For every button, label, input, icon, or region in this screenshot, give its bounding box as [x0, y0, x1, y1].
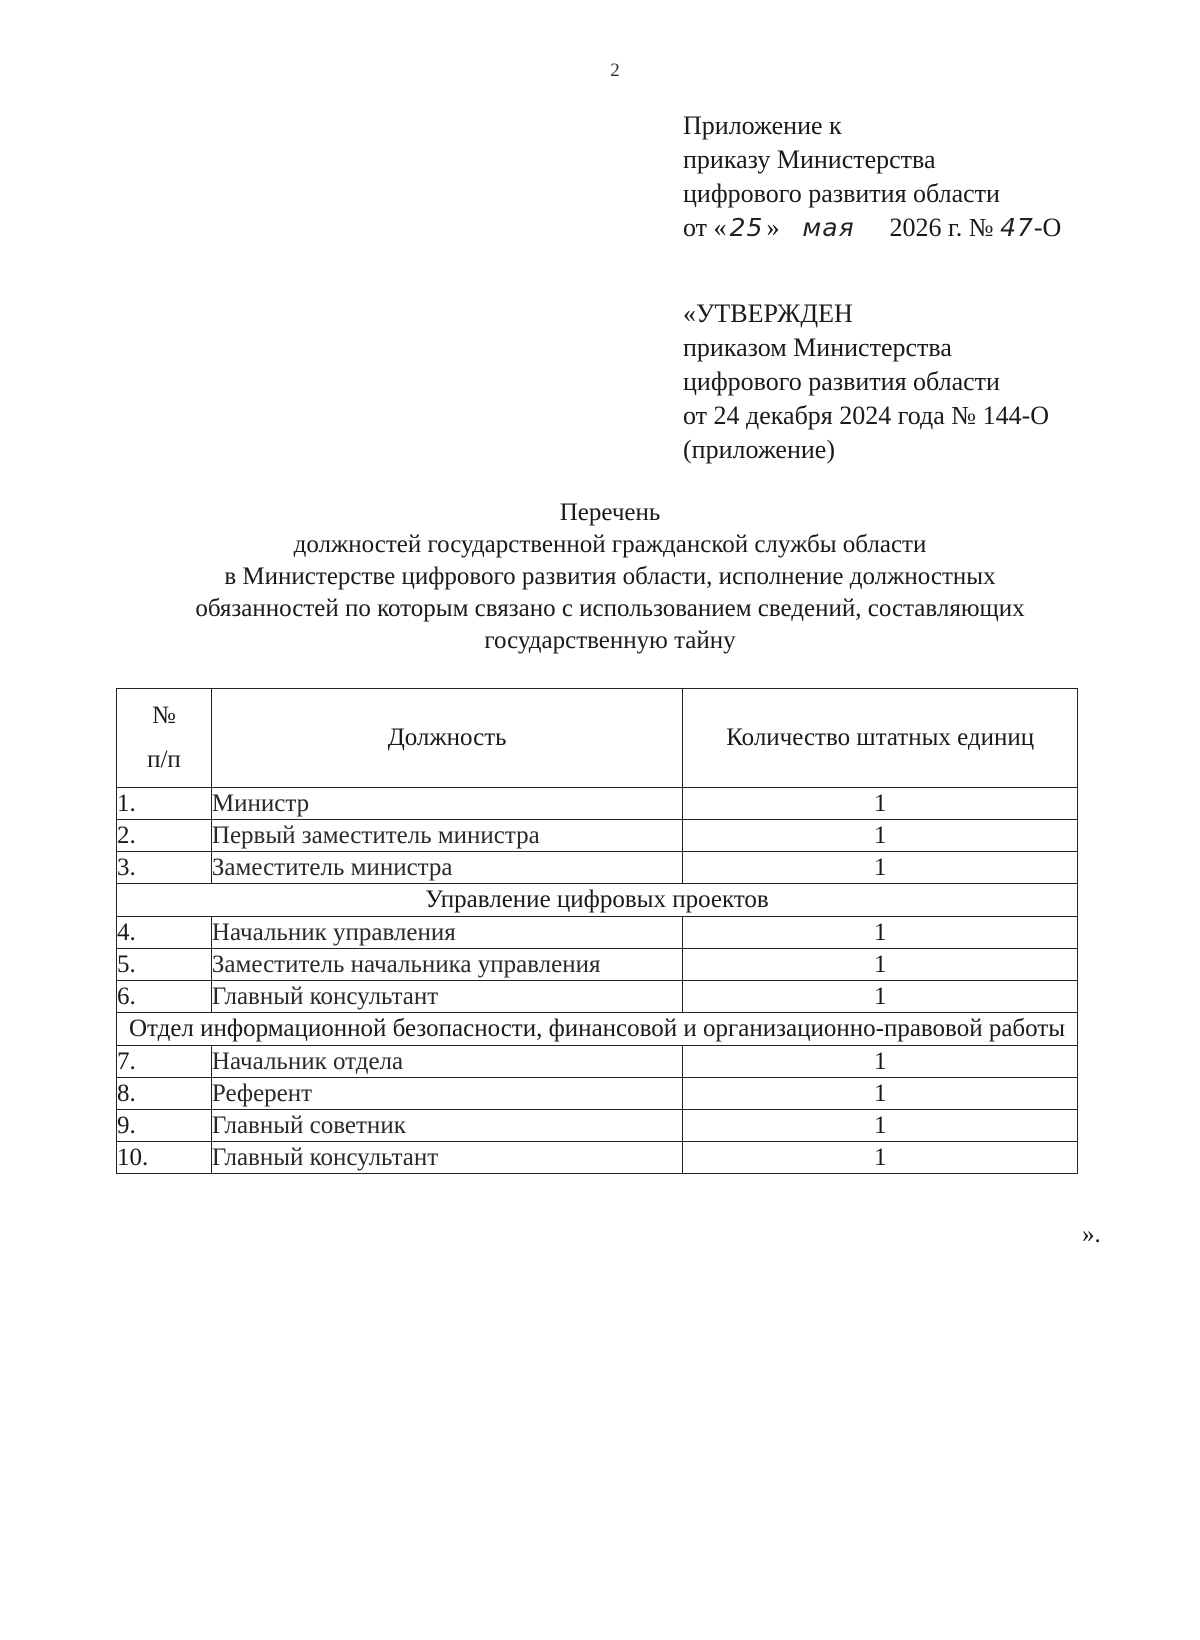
table-row — [117, 1046, 1078, 1078]
row-count: 1 — [683, 1078, 1078, 1110]
date-year: 2026 г. № — [889, 213, 994, 242]
table-row — [117, 1078, 1078, 1110]
appendix-line: Приложение к — [683, 111, 842, 140]
table-row — [117, 917, 1078, 949]
section-row — [117, 1013, 1078, 1046]
appendix-line: цифрового развития области — [683, 179, 1000, 208]
row-count: 1 — [683, 917, 1078, 949]
table-row — [117, 1110, 1078, 1142]
row-position: Начальник управления — [211, 917, 682, 949]
row-number: 10. — [117, 1142, 212, 1174]
title-line: в Министерстве цифрового развития области, исполнение должностных — [224, 563, 996, 590]
row-number: 9. — [117, 1110, 212, 1142]
row-position: Референт — [211, 1078, 682, 1110]
row-position: Главный советник — [211, 1110, 682, 1142]
appendix-header — [683, 109, 1061, 245]
date-mid: » — [766, 213, 780, 242]
handwritten-month: мая — [802, 213, 855, 242]
row-number: 2. — [117, 820, 212, 852]
date-prefix: от « — [683, 213, 727, 242]
row-number: 3. — [117, 852, 212, 884]
table-row — [117, 852, 1078, 884]
row-position: Главный консультант — [211, 981, 682, 1013]
header-count: Количество штатных единиц — [683, 689, 1078, 788]
table-row — [117, 820, 1078, 852]
row-count: 1 — [683, 1046, 1078, 1078]
appendix-line: приказу Министерства — [683, 145, 936, 174]
title-line: должностей государственной гражданской службы области — [293, 531, 927, 558]
row-position: Главный консультант — [211, 1142, 682, 1174]
row-position: Начальник отдела — [211, 1046, 682, 1078]
approved-line: от 24 декабря 2024 года № 144-О — [683, 401, 1050, 430]
row-position: Заместитель министра — [211, 852, 682, 884]
handwritten-order-number: 47 — [1000, 213, 1034, 242]
table-row — [117, 1142, 1078, 1174]
section-row — [117, 884, 1078, 917]
row-count: 1 — [683, 820, 1078, 852]
row-count: 1 — [683, 1110, 1078, 1142]
row-count: 1 — [683, 949, 1078, 981]
page-number: 2 — [610, 60, 620, 81]
row-count: 1 — [683, 981, 1078, 1013]
row-number: 6. — [117, 981, 212, 1013]
table-header-row — [117, 689, 1078, 788]
row-number: 7. — [117, 1046, 212, 1078]
title-line: Перечень — [559, 499, 661, 526]
table-row — [117, 788, 1078, 820]
order-suffix: -О — [1033, 213, 1062, 242]
row-position: Министр — [211, 788, 682, 820]
row-number: 4. — [117, 917, 212, 949]
header-position: Должность — [211, 689, 682, 788]
row-number: 5. — [117, 949, 212, 981]
approved-line: цифрового развития области — [683, 367, 1000, 396]
appendix-date-line — [683, 211, 1061, 245]
section-title: Отдел информационной безопасности, финансовой и организационно-правовой работы — [117, 1013, 1078, 1046]
row-position: Заместитель начальника управления — [211, 949, 682, 981]
table-row — [117, 981, 1078, 1013]
row-count: 1 — [683, 788, 1078, 820]
approved-line: (приложение) — [683, 435, 836, 464]
row-number: 8. — [117, 1078, 212, 1110]
row-count: 1 — [683, 1142, 1078, 1174]
row-position: Первый заместитель министра — [211, 820, 682, 852]
positions-table — [116, 688, 1078, 1174]
section-title: Управление цифровых проектов — [117, 884, 1078, 917]
approved-header — [683, 297, 1049, 467]
approved-line: приказом Министерства — [683, 333, 952, 362]
title-line: обязанностей по которым связано с использованием сведений, составляющих — [195, 595, 1025, 622]
header-number-label: п/п — [147, 746, 181, 773]
approved-line: «УТВЕРЖДЕН — [683, 299, 853, 328]
header-number — [117, 689, 212, 788]
row-count: 1 — [683, 852, 1078, 884]
table-row — [117, 949, 1078, 981]
title-line: государственную тайну — [484, 627, 736, 654]
document-title — [130, 497, 1090, 657]
header-number-sign: № — [152, 702, 176, 729]
closing-quote: ». — [1082, 1221, 1101, 1248]
handwritten-day: 25 — [729, 213, 764, 242]
row-number: 1. — [117, 788, 212, 820]
